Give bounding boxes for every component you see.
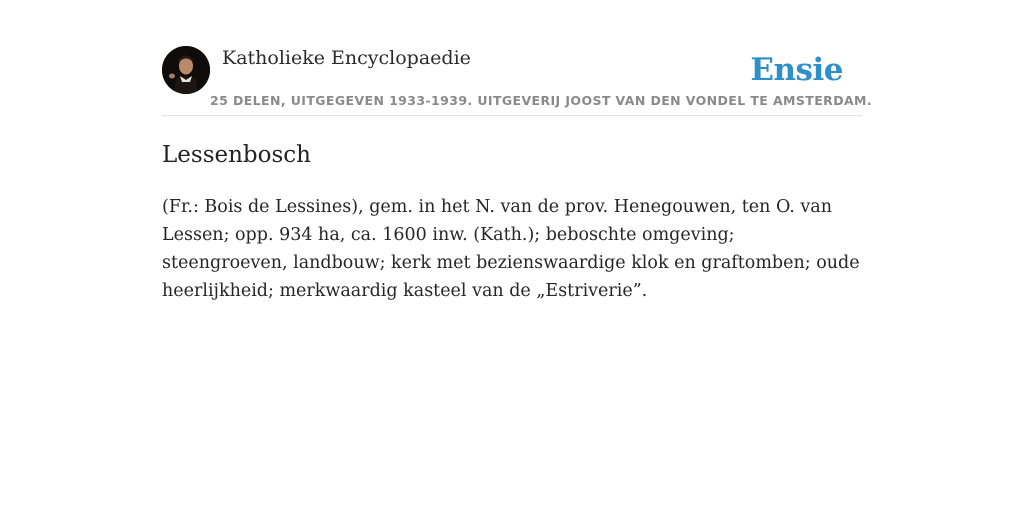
page-title: Lessenbosch	[162, 142, 311, 168]
brand-logo[interactable]: Ensie	[750, 52, 843, 88]
source-title[interactable]: Katholieke Encyclopaedie	[222, 47, 471, 69]
portrait-icon[interactable]	[162, 46, 210, 94]
source-meta: 25 DELEN, UITGEGEVEN 1933-1939. UITGEVERIJ JOOST VAN DEN VONDEL TE AMSTERDAM.	[210, 93, 873, 108]
source-header	[162, 46, 873, 116]
article-body: (Fr.: Bois de Lessines), gem. in het N. van de prov. Henegouwen, ten O. van Lessen; opp. 934 ha, ca. 1600 inw. (Kath.); beboschte omgeving; steengroeven, landbouw; kerk met bezienswaardige klok en graftomben; oude heerlijkheid; merkwaardig kasteel van de „Estriverie”.	[162, 197, 860, 301]
